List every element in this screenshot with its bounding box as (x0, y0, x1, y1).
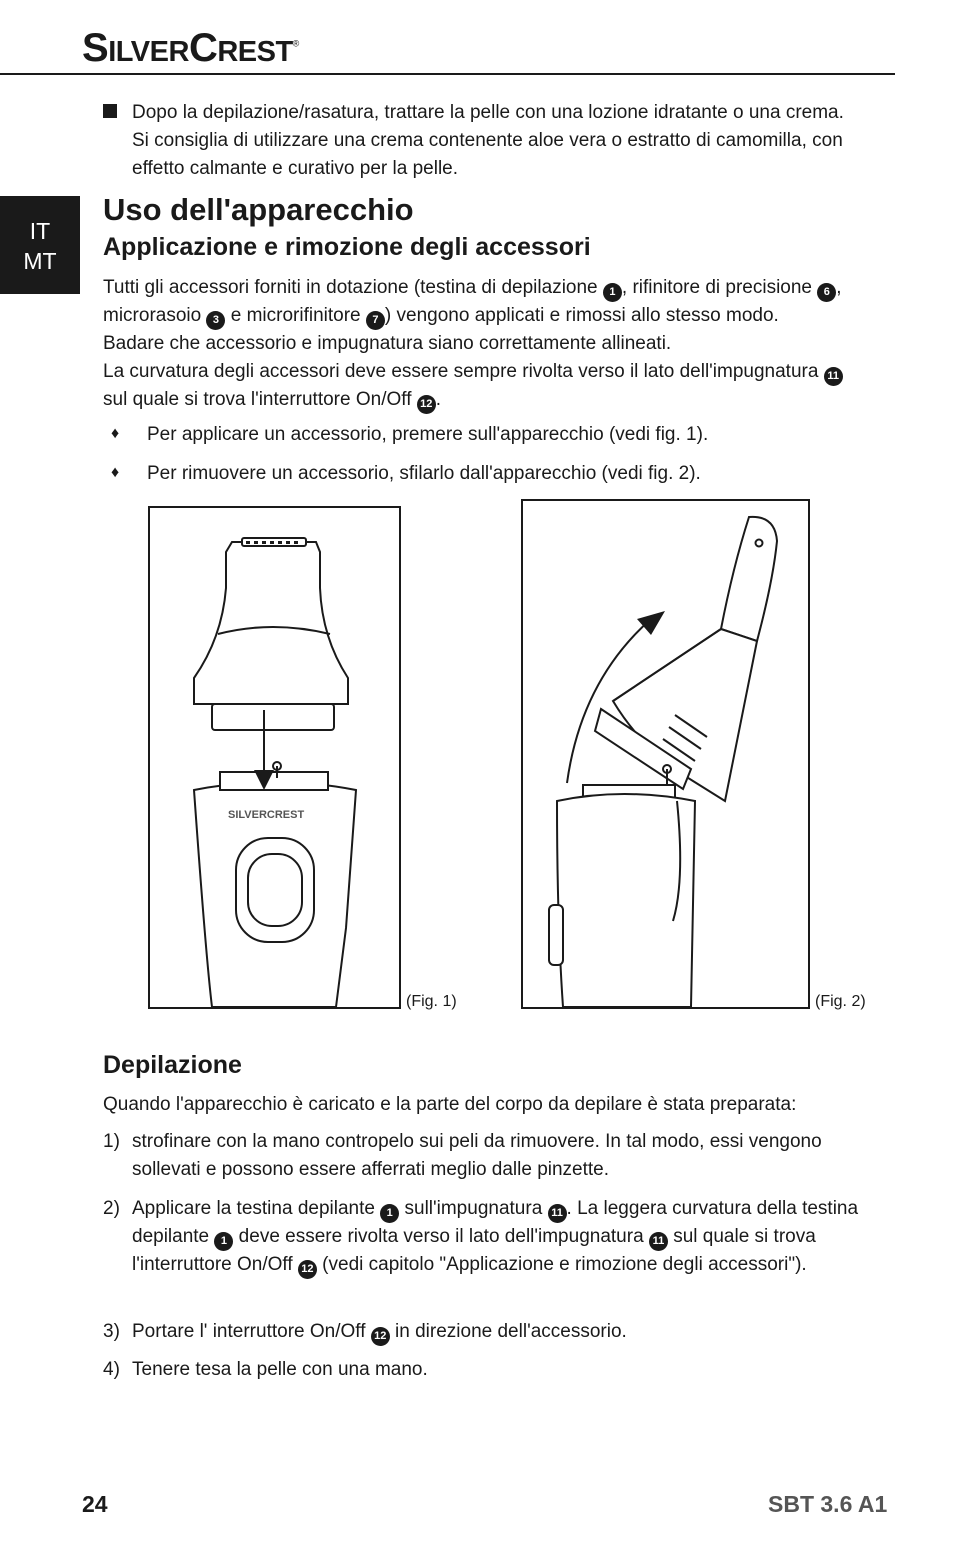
header-rule (0, 73, 895, 75)
ref-6-icon: 6 (817, 283, 836, 302)
ref-12-icon: 12 (298, 1260, 317, 1279)
ref-1-icon: 1 (380, 1204, 399, 1223)
diamond-bullet-icon: ♦ (111, 464, 120, 481)
figure-2-caption: (Fig. 2) (815, 993, 866, 1010)
ref-12-icon: 12 (371, 1327, 390, 1346)
accessories-paragraph: Tutti gli accessori forniti in dotazione (testina di depilazione 1 , rifinitore di precisione 6 , microrasoio 3 e microrifinitore 7 ) vengono applicati e rimossi allo stesso modo. Badare che accessorio e impugnatura siano correttamente allineati. La curvatura degli accessori deve essere sempre rivolta verso il lato dell'impugnatura 11 sul quale si trova l'interruttore On/Off 12 . (103, 274, 873, 414)
bullet-apply: Per applicare un accessorio, premere sull'apparecchio (vedi fig. 1). (147, 424, 709, 445)
section-title: Uso dell'apparecchio (103, 192, 414, 227)
ref-11-icon: 11 (548, 1204, 567, 1223)
figure-1-illustration (150, 508, 399, 1007)
depilation-intro: Quando l'apparecchio è caricato e la parte del corpo da depilare è stata preparata: (103, 1094, 797, 1115)
device-brand-label: SILVERCREST (228, 809, 305, 821)
step-1-text: strofinare con la mano contropelo sui peli da rimuovere. In tal modo, essi vengono sollevati e possono essere afferrati meglio dalle pinzette. (132, 1131, 822, 1180)
intro-bullet-text: Dopo la depilazione/rasatura, trattare la pelle con una lozione idratante o una crema. Si consiglia di utilizzare una crema contenente aloe vera o estratto di camomilla, con effetto calmante e curativo per la pelle. (132, 102, 844, 179)
language-tab (0, 196, 80, 294)
figure-2 (521, 499, 810, 1009)
ref-1-icon: 1 (214, 1232, 233, 1251)
step-4-text: Tenere tesa la pelle con una mano. (132, 1359, 428, 1380)
step-3-text: Portare l' interruttore On/Off 12 in direzione dell'accessorio. (132, 1318, 867, 1346)
ref-3-icon: 3 (206, 311, 225, 330)
ref-11-icon: 11 (824, 367, 843, 386)
ref-11-icon: 11 (649, 1232, 668, 1251)
ref-1-icon: 1 (603, 283, 622, 302)
language-it: IT (29, 218, 51, 244)
step-3-number: 3) (103, 1321, 120, 1342)
page-number: 24 (82, 1491, 108, 1517)
subsection-title: Applicazione e rimozione degli accessori (103, 233, 591, 261)
ref-7-icon: 7 (366, 311, 385, 330)
diamond-bullet-icon: ♦ (111, 425, 120, 442)
step-2-text: Applicare la testina depilante 1 sull'impugnatura 11 . La leggera curvatura della testina depilante 1 deve essere rivolta verso il lato dell'impugnatura 11 sul quale si trova l'interruttore On/Off 12 (vedi capitolo "Applicazione e rimozione degli accessori"). (132, 1195, 867, 1279)
language-mt: MT (23, 248, 57, 274)
step-1-number: 1) (103, 1131, 120, 1152)
step-4-number: 4) (103, 1359, 120, 1380)
bullet-remove: Per rimuovere un accessorio, sfilarlo dall'apparecchio (vedi fig. 2). (147, 463, 701, 484)
figure-1 (148, 506, 401, 1009)
ref-12-icon: 12 (417, 395, 436, 414)
step-2-number: 2) (103, 1198, 120, 1219)
depilation-title: Depilazione (103, 1051, 242, 1079)
figure-2-illustration (523, 501, 808, 1007)
figure-1-caption: (Fig. 1) (406, 993, 457, 1010)
model-number: SBT 3.6 A1 (768, 1491, 888, 1517)
brand-logo: SILVERCREST® (82, 26, 299, 70)
square-bullet-icon (103, 104, 117, 118)
